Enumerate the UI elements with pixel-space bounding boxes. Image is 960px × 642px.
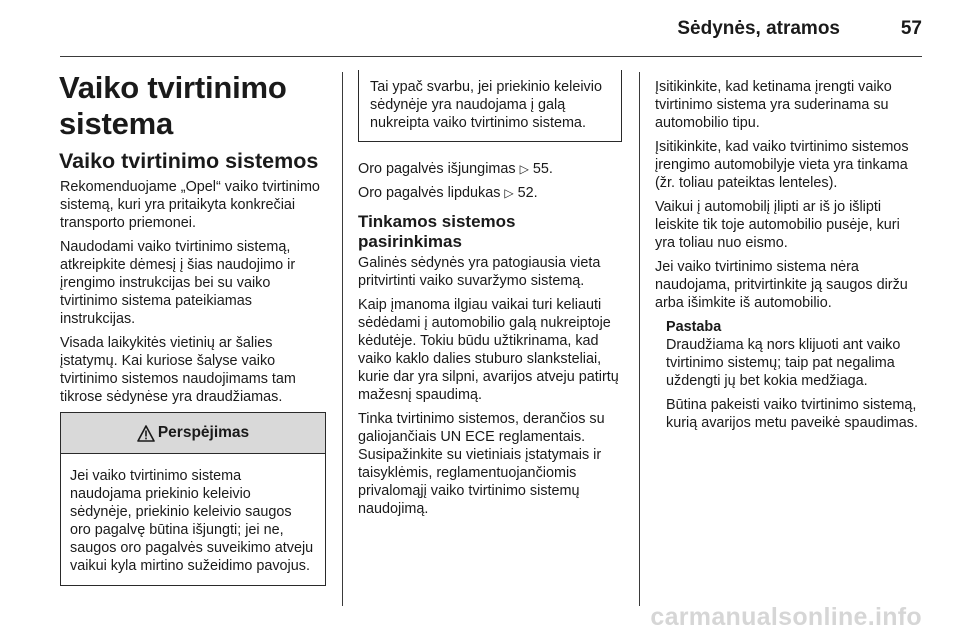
column-divider bbox=[639, 72, 640, 606]
paragraph: Naudodami vaiko tvirtinimo sistemą, atkreipkite dėmesį į šias naudojimo ir įrengimo instrukcijas bei su vaiko tvirtinimo sistema pateikiamas instrukcijas. bbox=[60, 239, 296, 327]
column-1 bbox=[60, 70, 328, 586]
paragraph: Jei vaiko tvirtinimo sistema nėra naudojama, pritvirtinkite ją saugos diržu arba išimkite iš automobilio. bbox=[655, 259, 908, 311]
paragraph: Visada laikykitės vietinių ar šalies įstatymų. Kai kuriose šalyse vaiko tvirtinimo sistemos naudojimams tam tikrose sėdynėse yra draudžiamas. bbox=[60, 335, 296, 405]
warning-label: Perspėjimas bbox=[157, 424, 250, 441]
paragraph: Įsitikinkite, kad ketinama įrengti vaiko tvirtinimo sistema yra suderinama su automobilio tipu. bbox=[655, 79, 892, 131]
paragraph: Rekomenduojame „Opel“ vaiko tvirtinimo sistemą, kuri yra pritaikyta konkrečiai transporto priemonei. bbox=[60, 179, 320, 231]
column-2 bbox=[358, 74, 624, 524]
section-title: Sėdynės, atramos bbox=[677, 18, 840, 39]
paragraph: Vaikui į automobilį įlipti ar iš jo išlipti leiskite tik toje automobilio pusėje, kuri yra toliau nuo eismo. bbox=[655, 199, 900, 251]
note-paragraph: Draudžiama ką nors klijuoti ant vaiko tvirtinimo sistemų; taip pat negalima uždengti jų bet kokia medžiaga. bbox=[666, 337, 901, 389]
paragraph: Kaip įmanoma ilgiau vaikai turi keliauti sėdėdami į automobilio galą nukreiptoje kėdutėje. Tokiu būdu užtikrinama, kad vaiko kaklo dalies stuburo slanksteliai, kurie dar yra silpni, avarijos atveju patirtų mažesnį spaudimą. bbox=[358, 297, 619, 403]
paragraph: Įsitikinkite, kad vaiko tvirtinimo sistemos įrengimo automobilyje vieta yra tinkama (žr. toliau pateiktas lenteles). bbox=[655, 139, 909, 191]
page-ref-arrow-icon: ▷ bbox=[519, 162, 529, 176]
note-paragraph: Būtina pakeisti vaiko tvirtinimo sistemą, kurią avarijos metu paveikė spaudimas. bbox=[666, 397, 918, 431]
page-heading: Vaiko tvirtinimo sistema bbox=[59, 70, 287, 141]
paragraph: Galinės sėdynės yra patogiausia vieta pritvirtinti vaiko suvaržymo sistemą. bbox=[358, 255, 601, 289]
page-number: 57 bbox=[900, 18, 922, 39]
cross-reference: Oro pagalvės išjungimas ▷ 55. bbox=[358, 161, 553, 177]
watermark: carmanualsonline.info bbox=[650, 603, 922, 631]
header-rule bbox=[60, 56, 922, 57]
warning-text: Jei vaiko tvirtinimo sistema naudojama priekinio keleivio sėdynėje, priekinio keleivio saugos oro pagalvę būtina išjungti; jei ne, saugos oro pagalvės suveikimo atveju vaikui kyla mirtino sužeidimo pavojus. bbox=[70, 468, 314, 574]
warning-box bbox=[60, 412, 326, 586]
column-divider bbox=[342, 72, 343, 606]
subsection-heading: Tinkamos sistemos pasirinkimas bbox=[358, 212, 516, 251]
warning-triangle-icon bbox=[137, 425, 155, 442]
page-reference[interactable]: 55. bbox=[532, 161, 553, 177]
page-reference[interactable]: 52. bbox=[517, 185, 538, 201]
section-heading: Vaiko tvirtinimo sistemos bbox=[59, 149, 319, 173]
cross-reference: Oro pagalvės lipdukas ▷ 52. bbox=[358, 185, 538, 201]
note-heading: Pastaba bbox=[666, 319, 722, 335]
page-ref-arrow-icon: ▷ bbox=[504, 186, 514, 200]
note-block bbox=[666, 318, 923, 432]
warning-box-continued: Tai ypač svarbu, jei priekinio keleivio sėdynėje yra naudojama į galą nukreipta vaiko tvirtinimo sistema. bbox=[358, 70, 622, 142]
column-3 bbox=[655, 78, 923, 438]
warning-header bbox=[61, 413, 325, 454]
paragraph: Tinka tvirtinimo sistemos, derančios su galiojančiais UN ECE reglamentais. Susipažinkite su vietiniais įstatymais ir taisyklėmis, reglamentuojančiomis privalomąjį vaiko tvirtinimo sistemų naudojimą. bbox=[358, 411, 605, 517]
